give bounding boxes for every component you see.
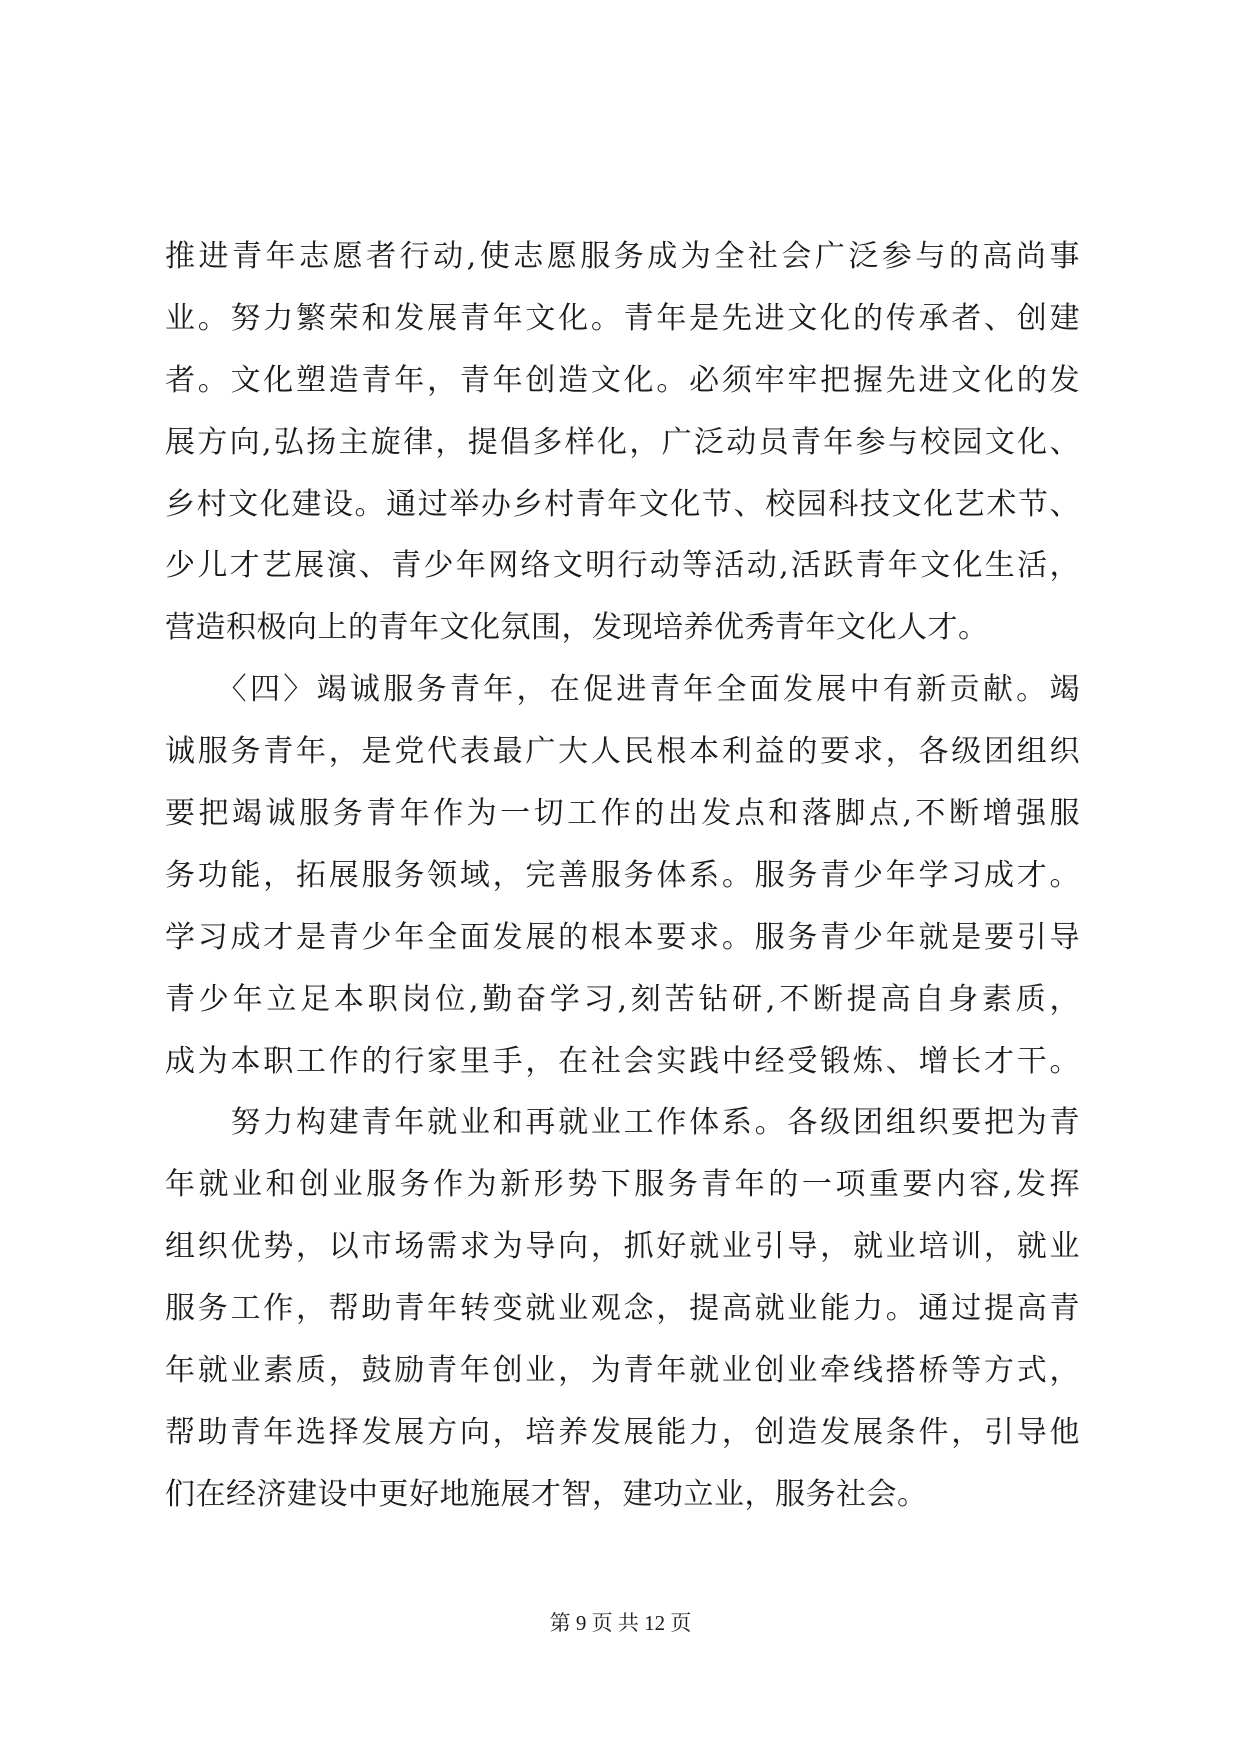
text-line: 者。文化塑造青年，青年创造文化。必须牢牢把握先进文化的发: [165, 362, 1080, 398]
text-line: 〈四〉竭诚服务青年，在促进青年全面发展中有新贡献。竭: [165, 672, 1080, 708]
text-line: 们在经济建设中更好地施展才智，建功立业，服务社会。: [165, 1476, 928, 1512]
text-line: 服务工作，帮助青年转变就业观念，提高就业能力。通过提高青: [165, 1291, 1080, 1327]
text-line: 要把竭诚服务青年作为一切工作的出发点和落脚点,不断增强服: [165, 796, 1080, 832]
text-line: 乡村文化建设。通过举办乡村青年文化节、校园科技文化艺术节、: [165, 486, 1080, 522]
text-line: 组织优势，以市场需求为导向，抓好就业引导，就业培训，就业: [165, 1229, 1080, 1265]
text-line: 努力构建青年就业和再就业工作体系。各级团组织要把为青: [165, 1105, 1080, 1141]
text-line: 帮助青年选择发展方向，培养发展能力，创造发展条件，引导他: [165, 1414, 1080, 1450]
body-text: [165, 226, 1080, 1526]
text-line: 少儿才艺展演、青少年网络文明行动等活动,活跃青年文化生活，: [165, 548, 1080, 584]
page-number-footer: 第 9 页 共 12 页: [549, 1611, 692, 1635]
text-line: 年就业和创业服务作为新形势下服务青年的一项重要内容,发挥: [165, 1167, 1080, 1203]
text-line: 务功能，拓展服务领域，完善服务体系。服务青少年学习成才。: [165, 857, 1080, 893]
text-line: 推进青年志愿者行动,使志愿服务成为全社会广泛参与的高尚事: [165, 239, 1080, 274]
text-line: 青少年立足本职岗位,勤奋学习,刻苦钻研,不断提高自身素质，: [165, 981, 1080, 1017]
text-line: 营造积极向上的青年文化氛围，发现培养优秀青年文化人才。: [165, 610, 989, 646]
text-line: 学习成才是青少年全面发展的根本要求。服务青少年就是要引导: [165, 919, 1080, 955]
text-line: 诚服务青年，是党代表最广大人民根本利益的要求，各级团组织: [165, 734, 1080, 770]
text-line: 成为本职工作的行家里手，在社会实践中经受锻炼、增长才干。: [165, 1043, 1080, 1079]
text-line: 展方向,弘扬主旋律，提倡多样化，广泛动员青年参与校园文化、: [165, 424, 1080, 460]
text-line: 年就业素质，鼓励青年创业，为青年就业创业牵线搭桥等方式，: [165, 1353, 1080, 1389]
text-line: 业。努力繁荣和发展青年文化。青年是先进文化的传承者、创建: [165, 300, 1080, 336]
